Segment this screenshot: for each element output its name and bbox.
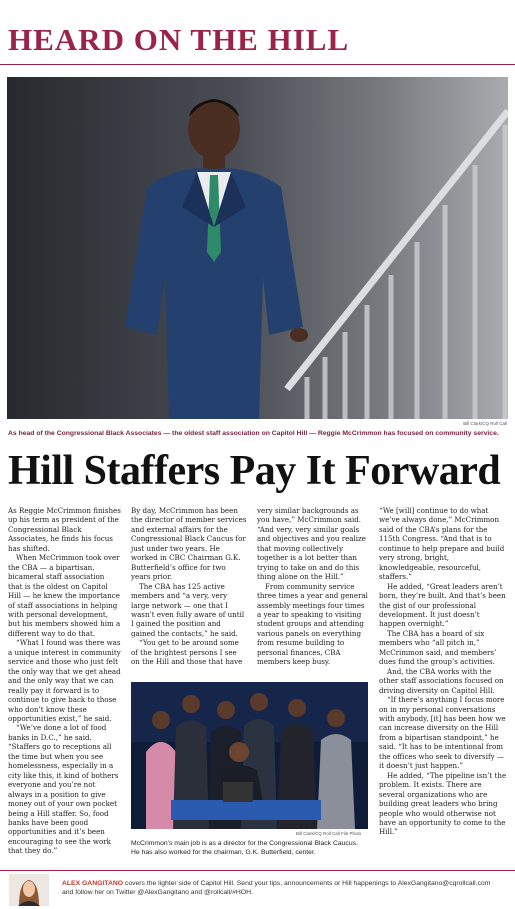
author-portrait — [9, 874, 49, 906]
lead-photo-illustration — [7, 77, 508, 419]
secondary-photo-illustration — [131, 682, 368, 829]
secondary-photo-caption: McCrimmon’s main job is as a director for the Congressional Black Caucus. He has also worked for the chairman, G.K. Butterfield, center. — [131, 840, 358, 856]
paragraph: The CBA has a board of six members who “all pitch in,” McCrimmon said, and members’ dues fund the group’s activities. — [379, 628, 497, 667]
article-headline: Hill Staffers Pay It Forward — [8, 448, 501, 494]
lead-photo-credit: Bill Clark/CQ Roll Call — [463, 421, 507, 426]
paragraph: When McCrimmon took over the CBA — a bipartisan, bicameral staff association that is the oldest on Capitol Hill — he knew the importance of staff associations in helping with personal development, but his members showed him a different way to do that. — [8, 553, 121, 638]
author-bio — [62, 880, 502, 897]
author-bio-text: covers the lighter side of Capitol Hill. Send your tips, announcements or Hill happenings to AlexGangitano@cqrollcall.com and follow her on Twitter @AlexGangitano and @rollcall/#HOH. — [62, 880, 491, 896]
header-rule — [0, 64, 515, 65]
secondary-photo — [131, 682, 368, 829]
secondary-photo-credit: Bill Clark/CQ Roll Call File Photo — [296, 831, 362, 836]
paragraph: He added, “Great leaders aren’t born, they’re built. And that’s been the gist of our professional development. It just doesn’t happen overnight.” — [379, 581, 506, 629]
paragraph: From community service three times a year and general assembly meetings four times a year to speaking to visiting student groups and attending various panels on everything from resume building to personal finances, CBA members keep busy. — [257, 581, 368, 667]
paragraph: And, the CBA works with the other staff associations focused on driving diversity on Capitol Hill. — [379, 666, 504, 695]
article-column-4 — [379, 506, 507, 837]
paragraph: He added, “The pipeline isn’t the problem. It exists. There are several organizations who are building great leaders who bring people who would otherwise not have an opportunity to come to the Hill.” — [379, 770, 507, 837]
author-avatar — [9, 874, 49, 906]
section-title: HEARD ON THE HILL — [8, 22, 350, 57]
lead-photo-caption: As head of the Congressional Black Associates — the oldest staff association on Capitol Hill — Reggie McCrimmon has focused on community service. — [8, 430, 499, 437]
paragraph: “We’ve done a lot of food banks in D.C.,” he said. “Staffers go to receptions all the time but when you see homelessness, especially in a city like this, it kind of bothers everyone and you’re not always in a position to give money out of your own pocket being a Hill staffer. So, food banks have been good opportunities and it’s been encouraging to see the work that they do.” — [8, 723, 119, 856]
paragraph: As Reggie McCrimmon finishes up his term as president of the Congressional Black Associates, he finds his focus has shifted. — [8, 506, 121, 553]
article-column-3 — [257, 506, 368, 667]
paragraph: “You get to be around some of the brightest persons I see on the Hill and those that have — [131, 638, 243, 667]
lead-photo — [7, 77, 508, 419]
author-name: ALEX GANGITANO — [62, 880, 124, 887]
paragraph: very similar backgrounds as you have,” McCrimmon said. “And very, very similar goals and objectives and you realize that moving collectively together is a lot better than trying to take on and do this thing alone on the Hill.” — [257, 506, 366, 582]
paragraph: “What I found was there was a unique interest in community service and those who just felt the only way that we get ahead and the only way that we can really pay it forward is to continue to give back to those who don’t know these opportunities exist,” he said. — [8, 638, 121, 723]
paragraph: “If there’s anything I focus more on in my personal conversations with anybody, [it] has been how we can increase diversity on the Hill from a bipartisan standpoint,” he said. “It has to be intentional from the offices who seek to diversify — it doesn’t just happen.” — [379, 695, 506, 771]
paragraph: The CBA has 125 active members and “a very, very large network — one that I wasn’t even fully aware of until I gained the position and gained the contacts,” he said. — [131, 581, 245, 638]
paragraph: By day, McCrimmon has been the director of member services and external affairs for the Congressional Black Caucus for just under two years. He worked in CBC Chairman G.K. Butterfield’s office for two years prior. — [131, 506, 247, 582]
paragraph: “We [will] continue to do what we’ve always done,” McCrimmon said of the CBA’s plans for the 115th Congress. “And that is to continue to help prepare and build very strong, bright, knowledgeable, resourceful, staffers.” — [379, 506, 505, 582]
article-column-1 — [8, 506, 121, 856]
footer-rule — [0, 870, 515, 871]
article-column-2 — [131, 506, 247, 667]
